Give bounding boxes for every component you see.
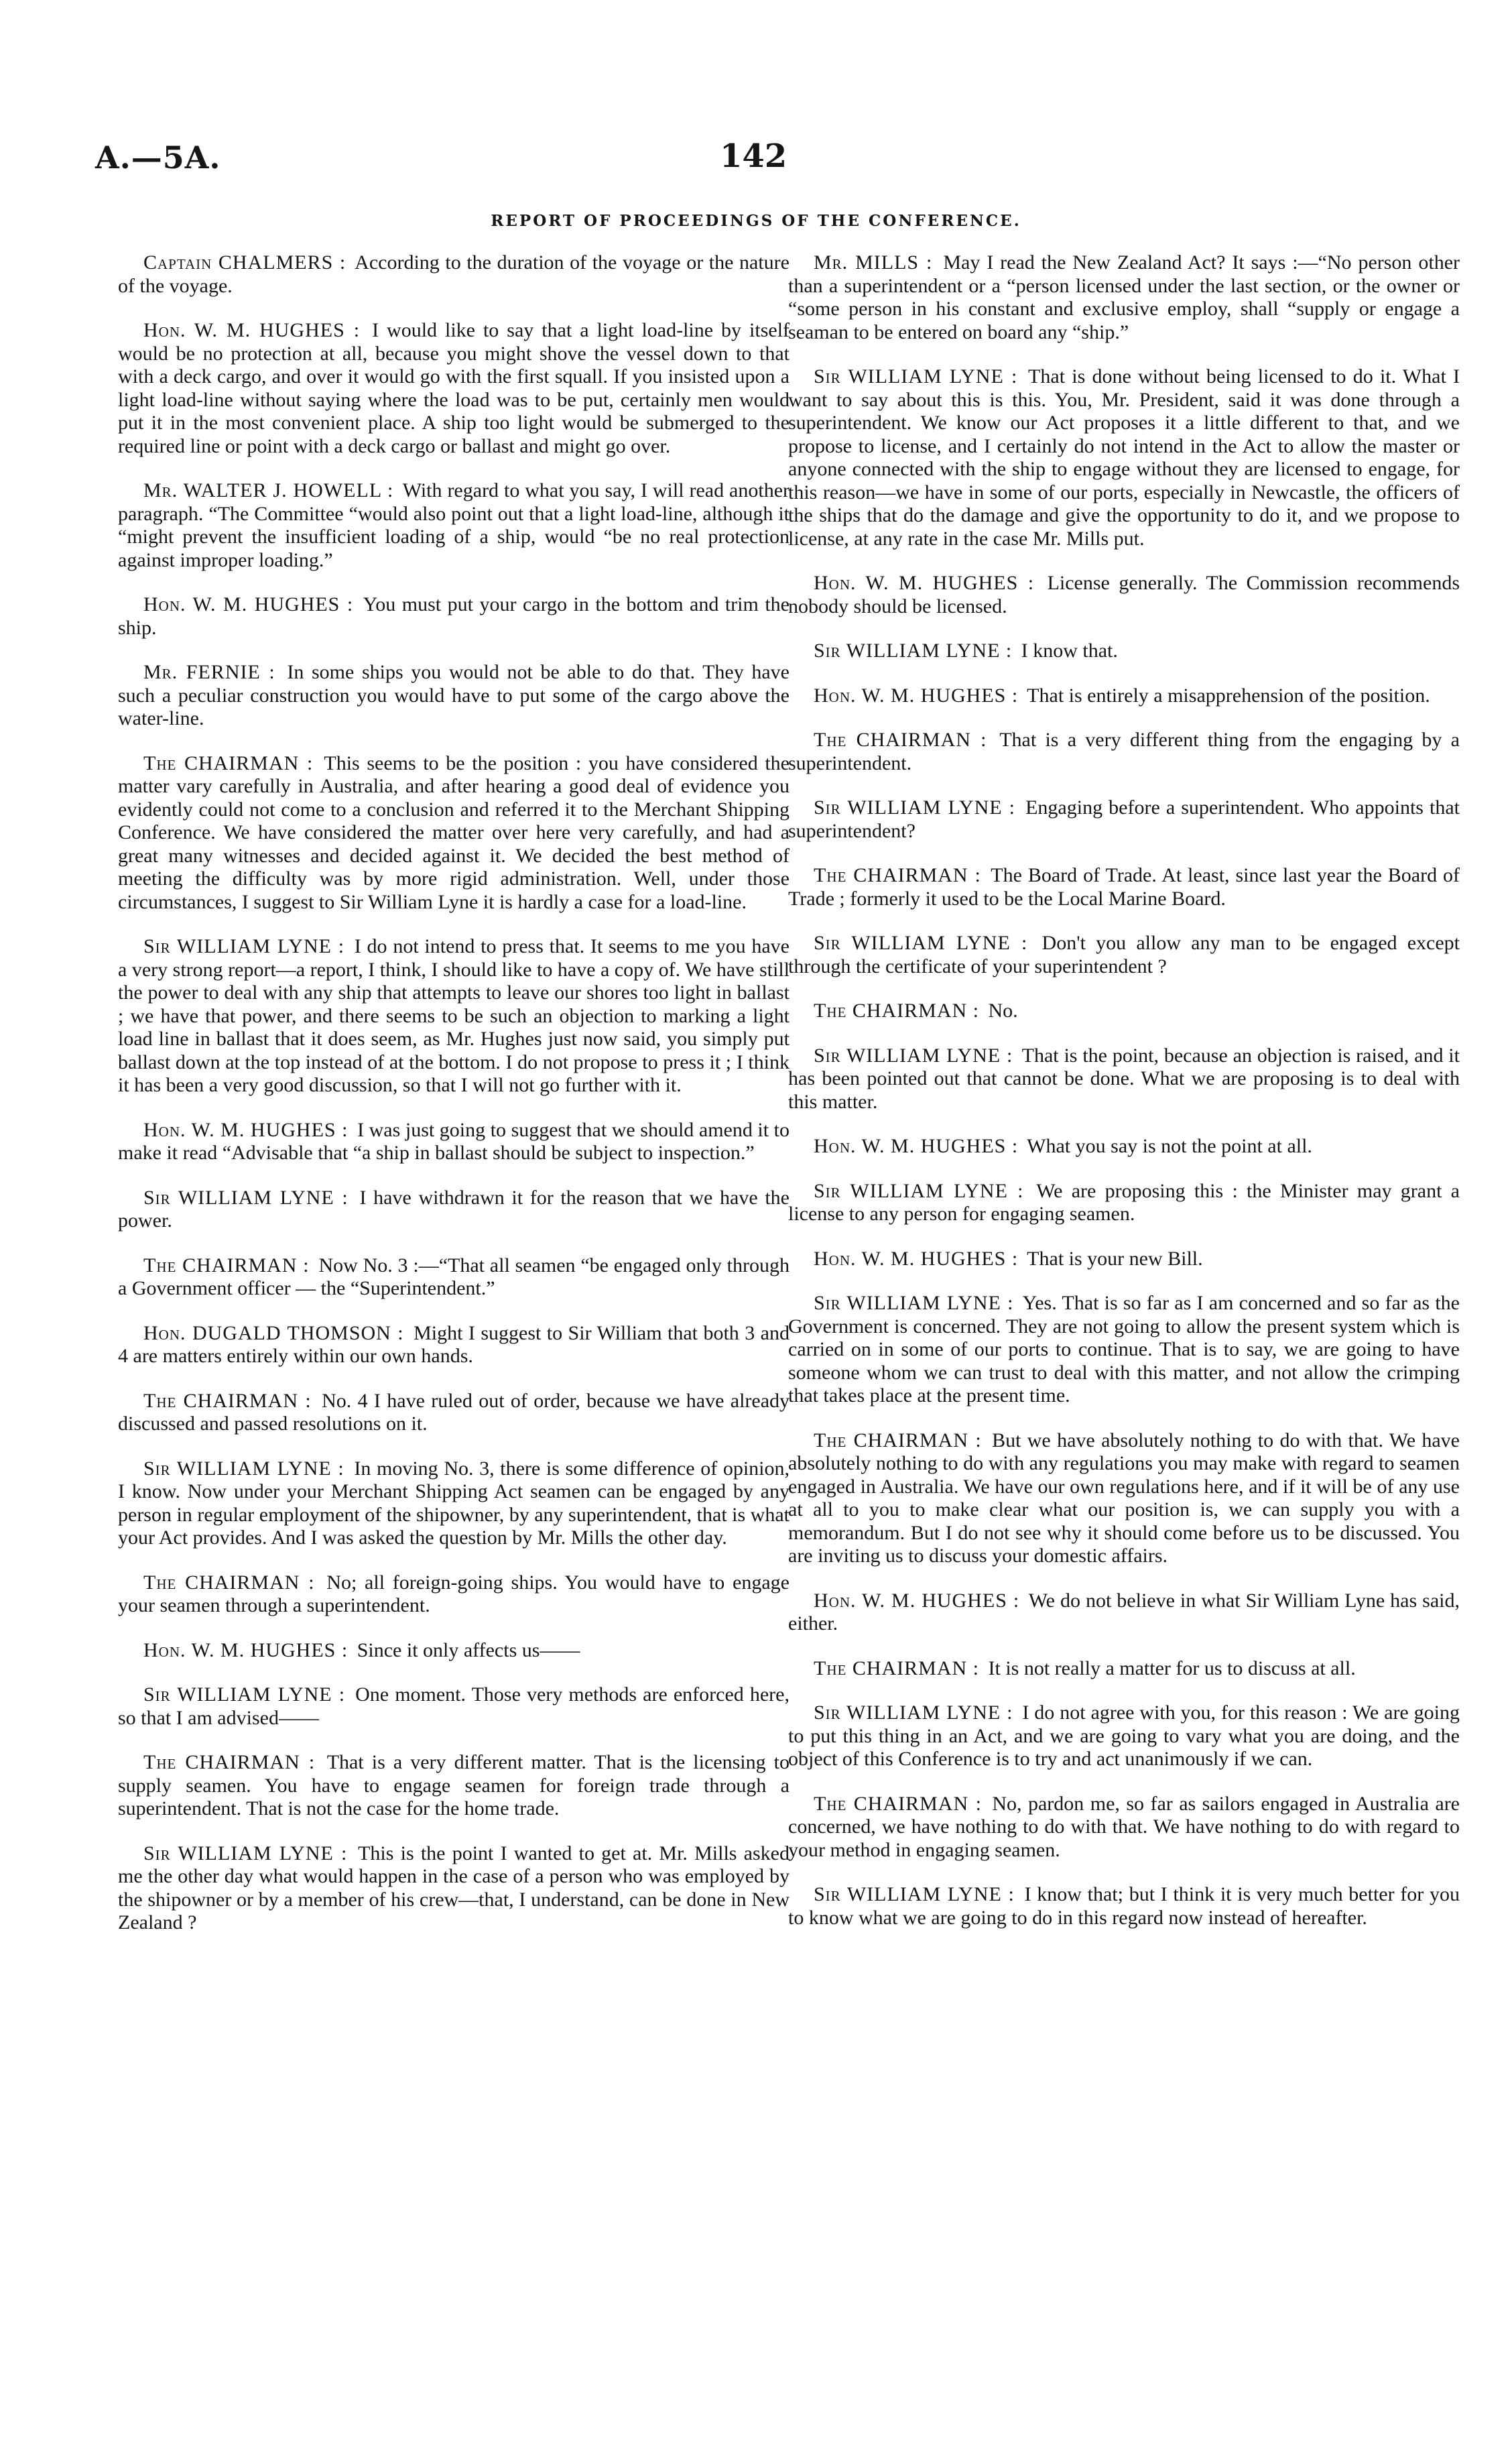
speech-text: License generally. The Commission recommends nobody should be licensed. — [788, 572, 1460, 617]
speech-text: No; all foreign-going ships. You would have to engage your seamen through a superintendent. — [118, 1571, 790, 1616]
speaker-name: Hon. W. M. HUGHES : — [814, 684, 1019, 707]
speech-paragraph — [118, 1842, 790, 1935]
speech-paragraph — [118, 1751, 790, 1821]
speech-paragraph — [788, 1045, 1460, 1114]
left-column — [118, 251, 790, 1956]
speaker-name: Hon. W. M. HUGHES : — [143, 593, 354, 615]
speech-text: No, pardon me, so far as sailors engaged in Australia are concerned, we have nothing to do with that. We have nothing to do with regard to your method in engaging seamen. — [788, 1792, 1460, 1861]
speech-text: That is a very different matter. That is the licensing to supply seamen. You have to engage seamen for foreign trade through a superintendent. That is not the case for the home trade. — [118, 1751, 790, 1819]
right-column — [788, 251, 1460, 1951]
speaker-name: Sir WILLIAM LYNE : — [814, 1883, 1015, 1905]
speaker-name: Captain CHALMERS : — [143, 251, 346, 274]
speech-text: May I read the New Zealand Act? It says :—“No person other than a superintendent or a “person licensed under the last section, or the owner or “some person in his constant and exclusive employ, shall “supply or engage a seaman to be entered on board any “ship.” — [788, 251, 1460, 343]
speaker-name: Mr. FERNIE : — [143, 661, 275, 683]
speech-text: I was just going to suggest that we should amend it to make it read “Advisable that “a ship in ballast should be subject to inspection.” — [118, 1118, 790, 1164]
speech-paragraph — [118, 661, 790, 731]
speech-paragraph — [118, 935, 790, 1097]
speech-text: In some ships you would not be able to do that. They have such a peculiar construction you would have to put some of the cargo above the water-line. — [118, 661, 790, 729]
speech-text: One moment. Those very methods are enforced here, so that I am advised—— — [118, 1683, 790, 1729]
speech-paragraph — [118, 1254, 790, 1301]
speaker-name: Sir WILLIAM LYNE : — [143, 935, 345, 957]
speech-paragraph — [788, 1000, 1460, 1023]
speech-text: We do not believe in what Sir William Lyne has said, either. — [788, 1589, 1460, 1634]
speaker-name: Hon. W. M. HUGHES : — [814, 1135, 1019, 1157]
speech-paragraph — [118, 1639, 790, 1663]
speaker-name: The CHAIRMAN : — [814, 1792, 982, 1815]
speech-paragraph — [788, 640, 1460, 663]
speech-text: Yes. That is so far as I am concerned and so far as the Government is concerned. They are not going to allow the present system which is carried on in some of our ports to continue. That is to say, we are going to have someone whom we can trust to deal with this matter, and not allow the crimping that takes place at the present time. — [788, 1292, 1460, 1407]
speech-paragraph — [788, 729, 1460, 775]
speech-paragraph — [118, 479, 790, 572]
speech-paragraph — [788, 1248, 1460, 1271]
speech-text: We are proposing this : the Minister may grant a license to any person for engaging seamen. — [788, 1179, 1460, 1225]
speech-paragraph — [788, 572, 1460, 618]
speaker-name: The CHAIRMAN : — [143, 1571, 315, 1594]
speech-text: Don't you allow any man to be engaged except through the certificate of your superintendent ? — [788, 932, 1460, 977]
speaker-name: Sir WILLIAM LYNE : — [814, 796, 1015, 819]
speech-text: Engaging before a superintendent. Who appoints that superintendent? — [788, 796, 1460, 842]
speech-text: I do not intend to press that. It seems to me you have a very strong report—a report, I think, I should like to have a copy of. We have still the power to deal with any ship that attempts to leave our shores too light in ballast ; we have that power, and there seems to be such an objection to marking a light load line in ballast that it does seem, as Mr. Hughes just now said, you simply put ballast down at the top instead of at the bottom. I do not propose to press it ; I think it has been a very good discussion, so that I will not go further with it. — [118, 935, 790, 1096]
speech-paragraph — [788, 1702, 1460, 1771]
speech-text: With regard to what you say, I will read another paragraph. “The Committee “would also point out that a light load-line, although it “might prevent the insufficient loading of a ship, would “be no real protection against improper loading.” — [118, 479, 790, 571]
speech-text: This is the point I wanted to get at. Mr. Mills asked me the other day what would happen in the case of a person who was employed by the shipowner or by a member of his crew—that, I understand, can be done in New Zealand ? — [118, 1842, 790, 1933]
speaker-name: Sir WILLIAM LYNE : — [814, 640, 1013, 662]
speaker-name: Sir WILLIAM LYNE : — [143, 1842, 348, 1864]
speech-paragraph — [788, 864, 1460, 910]
speech-text: What you say is not the point at all. — [1027, 1135, 1312, 1157]
speech-text: That is a very different thing from the engaging by a superintendent. — [788, 729, 1460, 774]
speaker-name: The CHAIRMAN : — [143, 1389, 312, 1412]
speech-text: I know that. — [1021, 640, 1118, 662]
speech-text: This seems to be the position : you have considered the matter vary carefully in Australia, and after hearing a good deal of evidence you evidently could not come to a conclusion and referred it to the Merchant Shipping Conference. We have considered the matter over here very carefully, and had a great many witnesses and decided against it. We decided the best method of meeting the difficulty was by more rigid administration. Well, under those circumstances, I suggest to Sir William Lyne it is hardly a case for a load-line. — [118, 752, 790, 913]
speech-text: According to the duration of the voyage or the nature of the voyage. — [118, 251, 790, 297]
running-title: REPORT OF PROCEEDINGS OF THE CONFERENCE. — [491, 212, 1021, 230]
page-reference: A.—5A. — [95, 139, 221, 176]
speaker-name: Sir WILLIAM LYNE : — [143, 1186, 349, 1209]
speaker-name: The CHAIRMAN : — [814, 1657, 979, 1679]
speech-paragraph — [118, 1187, 790, 1233]
speech-text: I would like to say that a light load-line by itself would be no protection at all, because you might shove the vessel down to that with a deck cargo, and over it would go with the first squall. If you insisted upon a light load-line without saying where the load was to be put, certainly men would put it in the most convenient place. A ship too light would be submerged to the required line or point with a deck cargo or ballast and might go over. — [118, 319, 790, 457]
speech-paragraph — [788, 1292, 1460, 1408]
speaker-name: Hon. W. M. HUGHES : — [814, 572, 1035, 594]
speech-paragraph — [788, 365, 1460, 550]
speech-paragraph — [788, 1793, 1460, 1862]
speech-paragraph — [788, 1590, 1460, 1636]
speech-text: No. — [988, 1000, 1018, 1022]
speaker-name: Sir WILLIAM LYNE : — [814, 932, 1028, 954]
speaker-name: Hon. W. M. HUGHES : — [143, 1118, 349, 1141]
speaker-name: Mr. WALTER J. HOWELL : — [143, 479, 394, 501]
speaker-name: The CHAIRMAN : — [814, 1000, 979, 1022]
speaker-name: The CHAIRMAN : — [143, 752, 314, 774]
speech-text: You must put your cargo in the bottom and trim the ship. — [118, 593, 790, 639]
speech-paragraph — [118, 1457, 790, 1550]
speech-paragraph — [118, 319, 790, 458]
speech-paragraph — [118, 752, 790, 914]
speaker-name: The CHAIRMAN : — [814, 864, 981, 886]
speech-text: I have withdrawn it for the reason that we have the power. — [118, 1186, 790, 1232]
speech-paragraph — [788, 796, 1460, 843]
speech-paragraph — [788, 1135, 1460, 1158]
speaker-name: Sir WILLIAM LYNE : — [814, 1702, 1013, 1724]
speech-paragraph — [788, 1180, 1460, 1226]
speech-text: But we have absolutely nothing to do with that. We have absolutely nothing to do with any regulations you may make with regard to seamen engaged in Australia. We have our own regulations here, and if it will be of any use at all to you to make clear what our position is, we can supply you with a memorandum. But I do not see why it should come before us to be discussed. You are inviting us to discuss your domestic affairs. — [788, 1429, 1460, 1567]
speech-text: That is entirely a misapprehension of the position. — [1027, 684, 1430, 707]
speech-text: That is the point, because an objection is raised, and it has been pointed out that cannot be done. What we are proposing is to deal with this matter. — [788, 1044, 1460, 1113]
speaker-name: Hon. W. M. HUGHES : — [814, 1589, 1020, 1612]
speaker-name: Sir WILLIAM LYNE : — [814, 1292, 1014, 1314]
speech-text: Since it only affects us—— — [357, 1638, 580, 1661]
speaker-name: Sir WILLIAM LYNE : — [814, 365, 1018, 387]
speech-text: It is not really a matter for us to discuss at all. — [988, 1657, 1356, 1679]
speech-text: I know that; but I think it is very much better for you to know what we are going to do in this regard now instead of hereafter. — [788, 1883, 1460, 1929]
speech-text: That is done without being licensed to do it. What I want to say about this is this. You, Mr. President, said it was done through a superintendent. We know our Act proposes it a little different to that, and we propose to license, and I certainly do not intend in the Act to allow the master or anyone connected with the ship to engage without they are licensed to engage, for this reason—we have in some of our ports, especially in Newcastle, the officers of the ships that do the damage and give the opportunity to do it, and we propose to license, at any rate in the case Mr. Mills put. — [788, 365, 1460, 550]
speech-paragraph — [788, 1429, 1460, 1568]
speech-text: That is your new Bill. — [1027, 1247, 1203, 1270]
speech-paragraph — [118, 1571, 790, 1618]
speech-text: No. 4 I have ruled out of order, because we have already discussed and passed resolutions on it. — [118, 1389, 790, 1435]
speaker-name: The CHAIRMAN : — [814, 1429, 982, 1451]
speaker-name: Sir WILLIAM LYNE : — [143, 1683, 346, 1706]
speaker-name: The CHAIRMAN : — [814, 729, 987, 751]
speech-paragraph — [788, 1657, 1460, 1681]
speaker-name: Sir WILLIAM LYNE : — [814, 1179, 1024, 1202]
speech-text: The Board of Trade. At least, since last year the Board of Trade ; formerly it used to be the Local Marine Board. — [788, 864, 1460, 910]
speaker-name: Sir WILLIAM LYNE : — [814, 1044, 1013, 1067]
speaker-name: Mr. MILLS : — [814, 251, 933, 274]
speech-text: Now No. 3 :—“That all seamen “be engaged only through a Government officer — the “Superintendent.” — [118, 1254, 790, 1299]
page-number: 142 — [720, 137, 788, 175]
speaker-name: Sir WILLIAM LYNE : — [143, 1457, 344, 1480]
speech-text: Might I suggest to Sir William that both 3 and 4 are matters entirely within our own hands. — [118, 1321, 790, 1367]
speech-paragraph — [118, 1683, 790, 1730]
speech-paragraph — [788, 932, 1460, 978]
speech-paragraph — [118, 1390, 790, 1436]
speech-paragraph — [788, 1883, 1460, 1929]
speaker-name: Hon. W. M. HUGHES : — [143, 319, 361, 341]
speaker-name: The CHAIRMAN : — [143, 1254, 310, 1276]
speech-paragraph — [788, 684, 1460, 708]
speech-paragraph — [788, 251, 1460, 344]
speaker-name: The CHAIRMAN : — [143, 1751, 316, 1773]
speech-paragraph — [118, 593, 790, 640]
speech-paragraph — [118, 1322, 790, 1368]
speaker-name: Hon. DUGALD THOMSON : — [143, 1321, 404, 1344]
speaker-name: Hon. W. M. HUGHES : — [143, 1638, 349, 1661]
speaker-name: Hon. W. M. HUGHES : — [814, 1247, 1019, 1270]
speech-paragraph — [118, 1119, 790, 1165]
speech-text: In moving No. 3, there is some difference of opinion, I know. Now under your Merchant Shipping Act seamen can be engaged by any person in regular employment of the shipowner, by any superintendent, that is what your Act provides. And I was asked the question by Mr. Mills the other day. — [118, 1457, 790, 1549]
speech-paragraph — [118, 251, 790, 298]
speech-text: I do not agree with you, for this reason : We are going to put this thing in an Act, and we are going to vary what you are doing, and the object of this Conference is to try and act unanimously if we can. — [788, 1702, 1460, 1770]
